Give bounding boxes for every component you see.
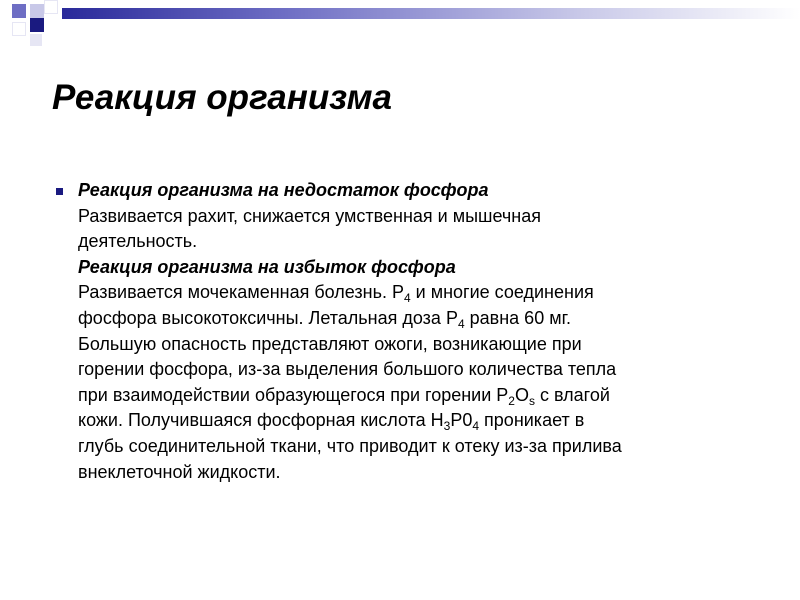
excess-line-1-b: и многие соединения <box>410 282 594 303</box>
excess-line-1 <box>78 280 778 306</box>
excess-line-6-a: кожи. Получившаяся фосфорная кислота Н <box>78 410 444 431</box>
decor-square-3 <box>30 18 44 32</box>
deficiency-line-1: Развивается рахит, снижается умственная и мышечная <box>78 205 541 226</box>
excess-line-2 <box>78 306 778 332</box>
excess-line-1-sub: 4 <box>403 291 411 306</box>
excess-line-8: внеклеточной жидкости. <box>78 461 281 482</box>
decor-top-bar <box>62 8 800 19</box>
slide-title: Реакция организма <box>52 78 393 117</box>
decor-square-1 <box>12 4 26 18</box>
excess-line-5-b: с влагой <box>534 384 610 405</box>
deficiency-line-2: деятельность. <box>78 231 198 252</box>
excess-line-6-sub-2: 4 <box>472 419 480 434</box>
decor-square-5 <box>12 22 26 36</box>
excess-line-5-mid: O <box>514 384 529 405</box>
excess-line-6 <box>78 408 778 434</box>
heading-excess: Реакция организма на избыток фосфора <box>78 256 456 277</box>
slide-body <box>78 178 778 485</box>
excess-line-1-a: Развивается мочекаменная болезнь. Р <box>78 282 404 303</box>
excess-line-6-mid: Р0 <box>450 410 473 431</box>
excess-line-5-a: при взаимодействии образующегося при горении Р <box>78 384 509 405</box>
excess-line-2-b: равна 60 мг. <box>464 307 571 328</box>
excess-line-3: Большую опасность представляют ожоги, возникающие при <box>78 333 582 354</box>
excess-line-5-sub-1: 2 <box>508 393 515 408</box>
decor-square-4 <box>44 0 58 14</box>
decor-square-6 <box>30 34 42 46</box>
excess-line-2-sub: 4 <box>457 316 465 331</box>
heading-deficiency: Реакция организма на недостаток фосфора <box>78 180 489 200</box>
bullet-square-icon <box>56 188 63 195</box>
excess-line-2-a: фосфора высокотоксичны. Летальная доза Р <box>78 307 458 328</box>
decor-square-2 <box>30 4 44 18</box>
excess-line-4: горении фосфора, из-за выделения большого количества тепла <box>78 359 617 380</box>
excess-line-6-b: проникает в <box>479 410 585 431</box>
excess-line-6-sub-1: 3 <box>443 419 451 434</box>
excess-line-5 <box>78 383 778 409</box>
excess-line-7: глубь соединительной ткани, что приводит к отеку из-за прилива <box>78 435 622 456</box>
excess-line-5-sub-2: s <box>528 393 535 408</box>
